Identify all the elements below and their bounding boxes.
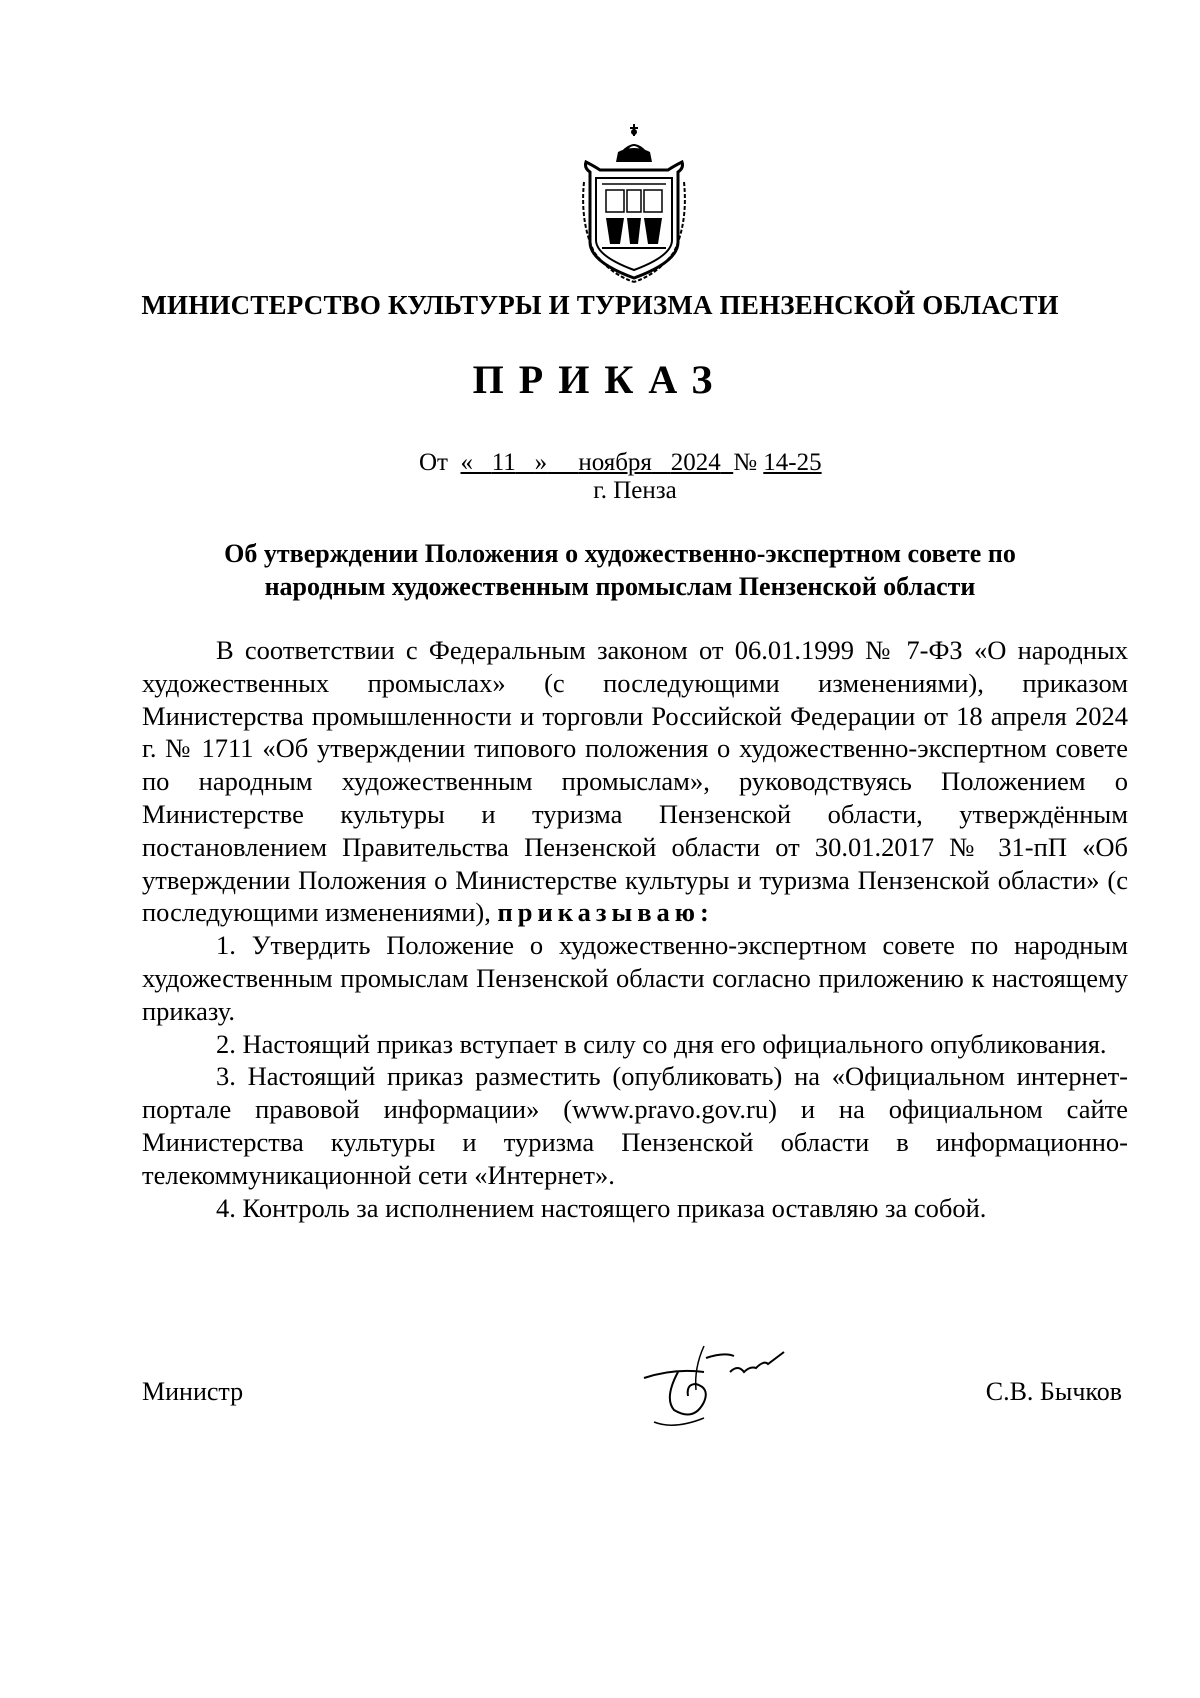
signatory-name: С.В. Бычков [985, 1377, 1122, 1406]
order-item-2: 2. Настоящий приказ вступает в силу со дня его официального опубликования. [216, 1028, 1107, 1059]
open-quote: « [460, 449, 473, 476]
date-underlined [460, 449, 733, 476]
order-number: 14-25 [763, 449, 822, 476]
date-number-line [419, 449, 849, 477]
city: г. Пенза [593, 477, 677, 504]
title-line-2: народным художественным промыслам Пензенской области [264, 572, 976, 601]
number-sign: № [733, 449, 758, 476]
date-month: ноября [578, 449, 652, 476]
coat-of-arms-icon [580, 122, 688, 284]
close-quote: » [534, 449, 548, 476]
date-day: 11 [491, 449, 516, 476]
document-type: ПРИКАЗ [472, 357, 728, 402]
signatory-position: Министр [142, 1377, 244, 1406]
order-item-1: 1. Утвердить Положение о художественно-экспертном совете по народным художественным промыслам Пензенской области согласно приложению к настоящему приказу. [142, 930, 1128, 1026]
order-item-4: 4. Контроль за исполнением настоящего приказа оставляю за собой. [216, 1192, 987, 1223]
decree-word: приказываю: [497, 897, 714, 928]
date-year: 2024 [670, 449, 721, 476]
preamble-paragraph [142, 634, 1128, 929]
order-title [160, 537, 1080, 603]
preamble-text: В соответствии с Федеральным законом от 06.01.1999 № 7-ФЗ «О народных художественных промыслах» (с последующими изменениями), приказом Министерства промышленности и торговли Российской Федерации от 18 апреля 2024 г. № 1711 «Об утверждении типового положения о художественно-экспертном совете по народным художественным промыслам», руководствуясь Положением о Министерстве культуры и туризма Пензенской области, утверждённым постановлением Правительства Пензенской области от 30.01.2017 № 31-пП «Об утверждении Положения о Министерстве культуры и туризма Пензенской области» (с последующими изменениями), [142, 635, 1128, 928]
title-line-1: Об утверждении Положения о художественно-экспертном совете по [224, 539, 1016, 568]
ministry-name: МИНИСТЕРСТВО КУЛЬТУРЫ И ТУРИЗМА ПЕНЗЕНСКОЙ ОБЛАСТИ [141, 290, 1059, 320]
signature-icon [634, 1338, 804, 1438]
order-body [142, 634, 1128, 1224]
order-item-3: 3. Настоящий приказ разместить (опубликовать) на «Официальном интернет-портале правовой информации» (www.pravo.gov.ru) и на официальном сайте Министерства культуры и туризма Пензенской области в информационно-телекоммуникационной сети «Интернет». [142, 1061, 1128, 1190]
date-prefix: От [419, 449, 448, 476]
